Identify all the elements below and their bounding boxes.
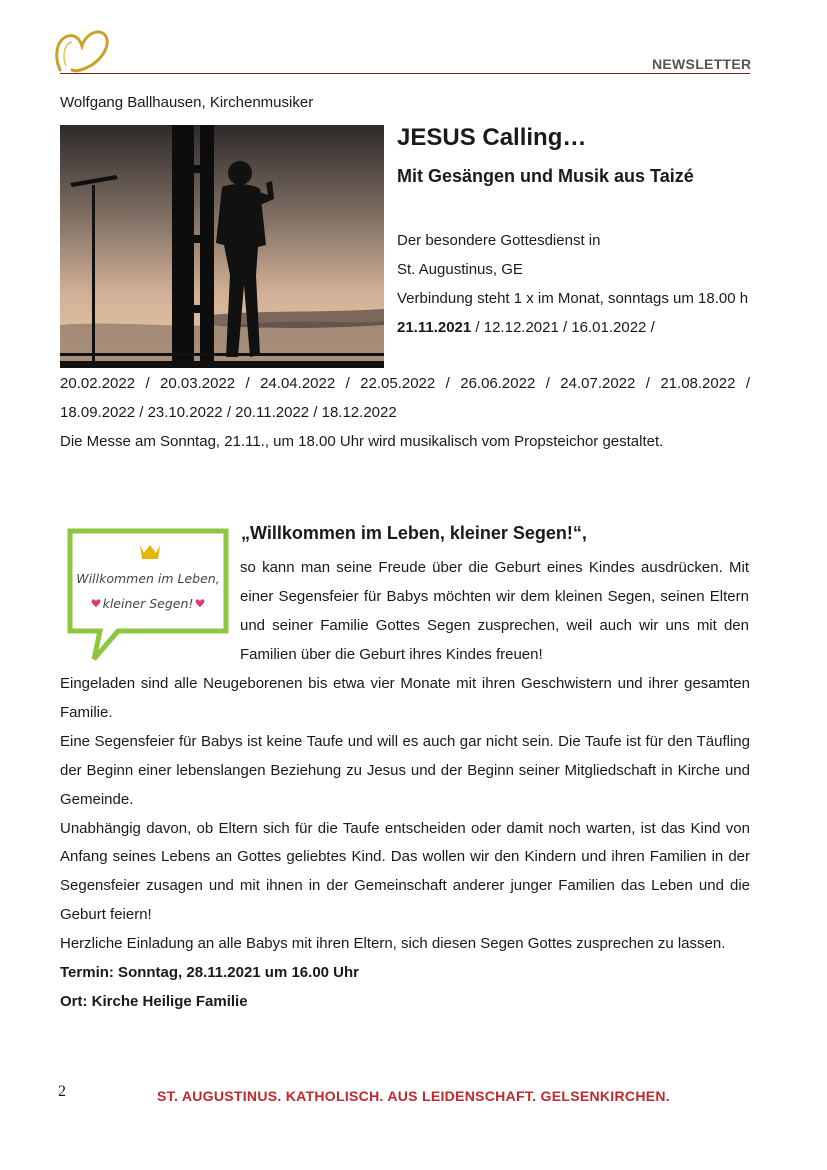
- author-line: Wolfgang Ballhausen, Kirchenmusiker: [60, 94, 314, 111]
- bubble-text-2: kleiner Segen!: [102, 596, 194, 611]
- dates-rest: / 12.12.2021 / 16.01.2022 /: [471, 318, 655, 336]
- first-date: 21.11.2021: [397, 318, 472, 336]
- header-rule: [60, 73, 750, 74]
- dates-line-3: 18.09.2022 / 23.10.2022 / 20.11.2022 / 18.12.2022: [60, 404, 397, 421]
- ort-line: Ort: Kirche Heilige Familie: [60, 992, 248, 1010]
- paragraph: Eingeladen sind alle Neugeborenen bis etwa vier Monate mit ihren Geschwistern und ihrer gesamten Familie.: [60, 675, 750, 721]
- newsletter-label: NEWSLETTER: [652, 56, 752, 72]
- messe-note: Die Messe am Sonntag, 21.11., um 18.00 Uhr wird musikalisch vom Propsteichor gestaltet.: [60, 433, 664, 450]
- detail-line: Der besondere Gottesdienst in: [397, 232, 601, 249]
- blessing-body: [60, 670, 750, 1017]
- footer-slogan: ST. AUGUSTINUS. KATHOLISCH. AUS LEIDENSCHAFT. GELSENKIRCHEN.: [157, 1088, 670, 1104]
- dates-line-2: 20.02.2022 / 20.03.2022 / 24.04.2022 / 22.05.2022 / 26.06.2022 / 24.07.2022 / 21.08.2022 /: [60, 375, 750, 392]
- blessing-intro-block: [240, 554, 749, 670]
- speech-bubble-graphic: [66, 527, 230, 663]
- termin-line: Termin: Sonntag, 28.11.2021 um 16.00 Uhr: [60, 964, 360, 982]
- dates-line: [397, 314, 749, 343]
- blessing-intro: so kann man seine Freude über die Geburt eines Kindes ausdrücken. Mit einer Segensfeier für Babys möchten wir dem kleinen Segen, seinen Eltern und seiner Familie Gottes Segen zusprechen, weil auch wir uns mit den Familien über die Geburt ihres Kindes freuen!: [240, 559, 749, 663]
- paragraph: Unabhängig davon, ob Eltern sich für die Taufe entscheiden oder damit noch warten, ist das Kind von Anfang seines Lebens an Gottes geliebtes Kind. Das wollen wir den Kindern und ihren Familien in der Segensfeier zusagen und mit ihnen in der Gemeinschaft anderer junger Familien das Leben und die Geburt feiern!: [60, 819, 750, 924]
- page-number: 2: [58, 1083, 66, 1100]
- silhouette-photo: [60, 125, 384, 368]
- bubble-text-1: Willkommen im Leben,: [76, 571, 220, 586]
- event-subtitle: Mit Gesängen und Musik aus Taizé: [397, 166, 694, 186]
- detail-line: St. Augustinus, GE: [397, 260, 523, 278]
- event-details: [397, 227, 749, 343]
- paragraph: Eine Segensfeier für Babys ist keine Taufe und will es auch gar nicht sein. Die Taufe ist für den Täufling der Beginn einer lebenslangen Beziehung zu Jesus und der Beginn seiner Mitgliedschaft in Kirche und Gemeinde.: [60, 732, 750, 808]
- event-title: JESUS Calling…: [397, 124, 587, 151]
- detail-line: Verbindung steht 1 x im Monat, sonntags um 18.00 h: [397, 289, 749, 307]
- gold-heart-logo: [52, 26, 112, 74]
- paragraph: Herzliche Einladung an alle Babys mit ihren Eltern, sich diesen Segen Gottes zusprechen zu lassen.: [60, 935, 726, 953]
- blessing-title: „Willkommen im Leben, kleiner Segen!“,: [241, 523, 587, 543]
- speech-bubble-icon: [66, 527, 230, 663]
